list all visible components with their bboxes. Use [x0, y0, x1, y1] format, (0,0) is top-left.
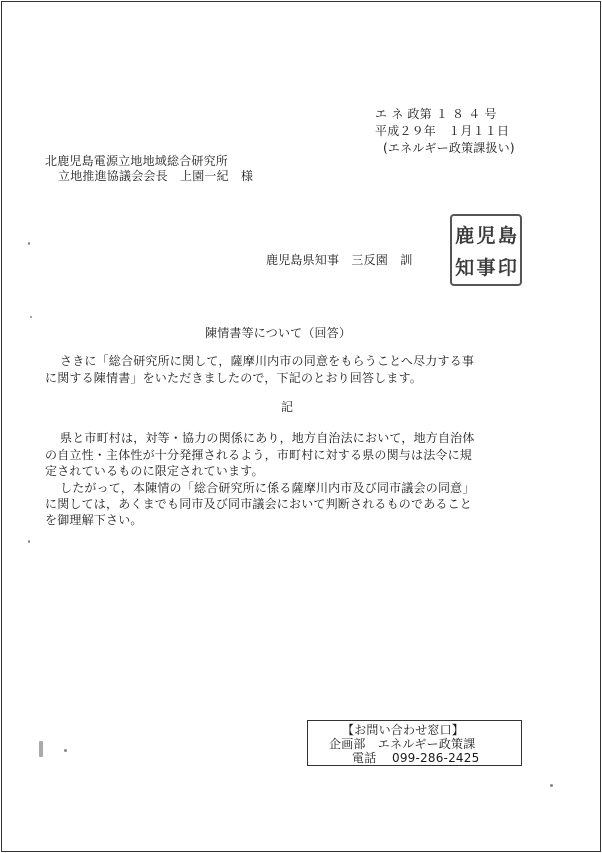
addressee-organization: 北鹿児島電源立地地域総合研究所 — [45, 154, 229, 168]
body-line: に関しては，あくまでも同市及び同市議会において判断されるものであること — [45, 497, 473, 511]
intro-line: に関する陳情書」をいただきましたので，下記のとおり回答します。 — [45, 371, 423, 385]
scan-speck — [39, 741, 43, 757]
scan-speck — [30, 316, 32, 318]
document-date: 平成２９年 １月１１日 — [375, 124, 510, 138]
document-number: エ ネ 政第 １ ８ ４ 号 — [375, 107, 497, 121]
addressee-name: 立地推進協議会会長 上園一紀 様 — [58, 169, 254, 183]
body-line: 県と市町村は，対等・協力の関係にあり，地方自治法において，地方自治体 — [60, 431, 475, 445]
body-line: の自立性・主体性が十分発揮されるよう，市町村に対する県の関与は法令に規 — [45, 448, 473, 462]
contact-title: 【お問い合わせ窓口】 — [342, 723, 465, 737]
seal-char: 鹿 — [455, 224, 475, 247]
seal-char: 印 — [497, 256, 517, 279]
body-line: を御理解下さい。 — [45, 513, 143, 527]
contact-department: 企画部 エネルギー政策課 — [329, 737, 476, 751]
body-line: 定されているものに限定されています。 — [45, 464, 264, 478]
scan-speck — [28, 540, 30, 543]
scan-speck — [64, 749, 67, 752]
governor-seal — [450, 214, 522, 286]
handling-department: (エネルギー政策課扱い) — [383, 141, 515, 155]
scan-speck — [550, 784, 553, 787]
seal-char: 島 — [497, 224, 517, 247]
contact-box — [307, 720, 522, 766]
body-line: したがって，本陳情の「総合研究所に係る薩摩川内市及び同市議会の同意」 — [60, 481, 475, 495]
seal-char: 事 — [476, 256, 496, 279]
scan-speck — [28, 242, 30, 245]
seal-char: 知 — [455, 256, 475, 279]
contact-phone-label: 電話 — [352, 751, 377, 765]
subject-title: 陳情書等について（回答） — [205, 326, 352, 340]
seal-char: 児 — [476, 224, 496, 247]
document-page — [1, 1, 601, 852]
sender-governor: 鹿児島県知事 三反園 訓 — [266, 253, 413, 267]
ki-label: 記 — [281, 400, 294, 414]
intro-line: さきに「総合研究所に関して，薩摩川内市の同意をもらうことへ尽力する事 — [60, 354, 475, 368]
contact-phone-number: 099-286-2425 — [392, 751, 480, 765]
